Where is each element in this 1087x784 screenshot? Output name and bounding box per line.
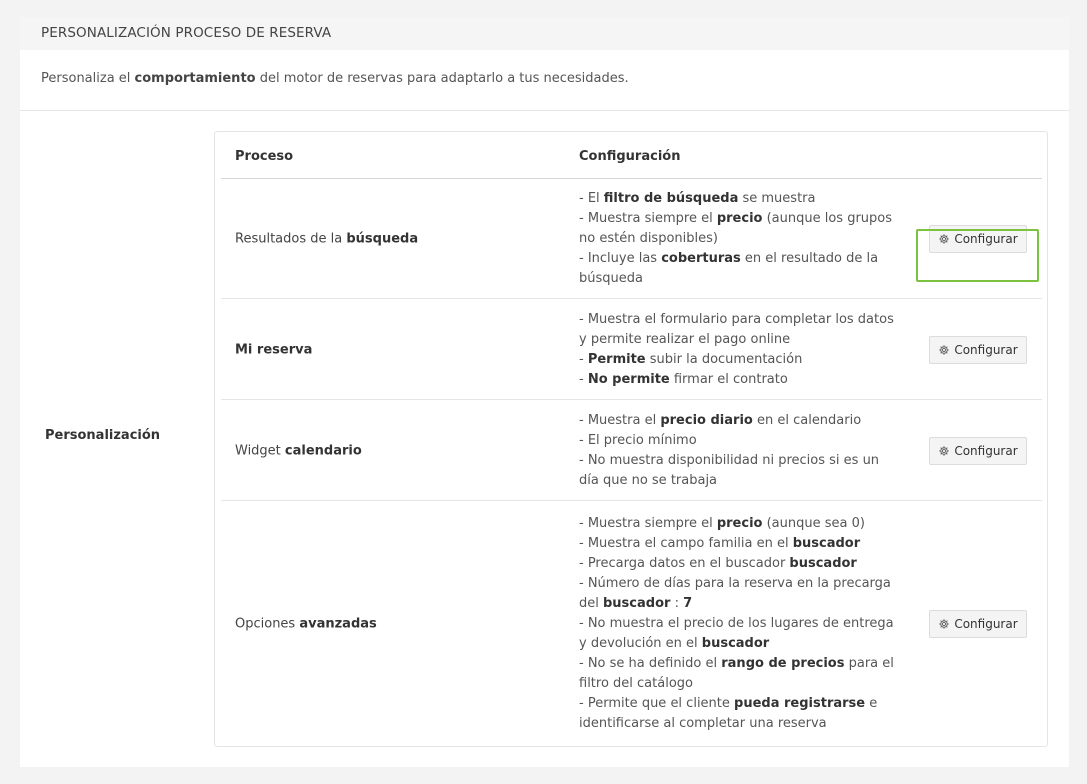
- text: para el: [844, 656, 894, 671]
- text: - Número de días para la reserva en la precarga: [579, 576, 891, 591]
- description-prefix: Personaliza el: [41, 71, 135, 86]
- header-process: Proceso: [235, 149, 294, 164]
- bold-text: coberturas: [661, 251, 741, 266]
- text: - Precarga datos en el buscador: [579, 556, 790, 571]
- text: -: [579, 371, 588, 387]
- table-header: [221, 132, 1042, 179]
- configuration-line: [579, 209, 901, 229]
- bold-text: buscador: [701, 636, 770, 651]
- text: - No muestra disponibilidad ni precios si es un: [579, 452, 880, 468]
- gear-icon: [938, 445, 950, 457]
- process-name: [235, 342, 312, 357]
- text: día que no se trabaja: [579, 472, 718, 488]
- configuration-line: [579, 471, 901, 491]
- bold-text: avanzadas: [299, 616, 377, 632]
- text: e: [865, 696, 878, 711]
- text: - Muestra el: [579, 412, 661, 428]
- process-name: [235, 443, 362, 458]
- configure-button-label: Configurar: [954, 617, 1018, 631]
- table-row-search-results: [221, 179, 1042, 299]
- text: se muestra: [738, 191, 816, 206]
- configure-button-advanced-options[interactable]: [929, 610, 1027, 638]
- bold-text: precio: [716, 516, 763, 531]
- configuration-line: [579, 714, 901, 734]
- configuration-summary: [579, 310, 901, 390]
- text: -: [579, 351, 588, 367]
- bold-text: rango de precios: [721, 656, 845, 671]
- configuration-line: [579, 674, 901, 694]
- text: - Incluye las: [579, 251, 662, 266]
- configuration-line: [579, 229, 901, 249]
- configure-button-label: Configurar: [954, 342, 1018, 357]
- text: en el calendario: [752, 412, 862, 428]
- text: Widget: [235, 443, 285, 458]
- table-row-my-booking: [221, 299, 1042, 400]
- bold-text: 7: [683, 596, 693, 611]
- text: Opciones: [235, 616, 300, 632]
- configuration-line: [579, 694, 901, 714]
- process-name: [235, 617, 377, 632]
- configuration-summary: [579, 411, 901, 491]
- bold-text: precio: [716, 211, 763, 226]
- text: en el resultado de la: [740, 251, 879, 266]
- description-bold: comportamiento: [134, 71, 256, 86]
- bold-text: No permite: [587, 371, 670, 387]
- text: - Muestra siempre el: [579, 516, 717, 531]
- text: (aunque sea 0): [762, 516, 865, 531]
- description-suffix: del motor de reservas para adaptarlo a tus necesidades.: [255, 71, 629, 86]
- configure-button-my-booking[interactable]: [929, 336, 1027, 364]
- text: subir la documentación: [645, 351, 803, 367]
- configuration-line: [579, 554, 901, 574]
- text: no estén disponibles): [579, 231, 718, 246]
- text: filtro del catálogo: [579, 676, 693, 691]
- configure-button-search-results[interactable]: [929, 225, 1027, 253]
- configure-button-label: Configurar: [954, 232, 1018, 246]
- configuration-line: [579, 634, 901, 654]
- configuration-line: [579, 534, 901, 554]
- text: del: [579, 596, 603, 611]
- bold-text: buscador: [789, 556, 857, 571]
- bold-text: búsqueda: [346, 231, 419, 247]
- gear-icon: [938, 233, 950, 245]
- text: búsqueda: [579, 271, 643, 286]
- gear-icon: [938, 344, 950, 356]
- text: y permite realizar el pago online: [579, 331, 791, 347]
- configuration-summary: [579, 514, 901, 734]
- configuration-line: [579, 431, 901, 451]
- panel-description: [20, 50, 1069, 111]
- bold-text: Permite: [587, 351, 646, 367]
- bold-text: pueda registrarse: [734, 696, 866, 711]
- table-row-advanced-options: [221, 501, 1042, 747]
- configuration-line: [579, 654, 901, 674]
- table-row-calendar-widget: [221, 400, 1042, 501]
- text: - No muestra el precio de los lugares de entrega: [579, 616, 894, 631]
- configuration-line: [579, 411, 901, 431]
- configuration-summary: [579, 189, 901, 289]
- text: - Permite que el cliente: [579, 696, 735, 711]
- bold-text: buscador: [792, 536, 861, 551]
- text: y devolución en el: [579, 636, 702, 651]
- text: identificarse al completar una reserva: [579, 716, 827, 731]
- text: - El precio mínimo: [579, 432, 697, 448]
- bold-text: buscador: [603, 596, 671, 611]
- configuration-line: [579, 451, 901, 471]
- text: firmar el contrato: [669, 371, 788, 387]
- configuration-line: [579, 370, 901, 390]
- text: - El: [579, 191, 604, 206]
- text: :: [670, 596, 684, 611]
- bold-text: precio diario: [660, 412, 753, 428]
- header-configuration: Configuración: [579, 149, 681, 164]
- text: - No se ha definido el: [579, 656, 722, 671]
- bold-text: filtro de búsqueda: [603, 191, 739, 206]
- text: Resultados de la: [235, 231, 347, 247]
- configuration-line: [579, 189, 901, 209]
- configure-button-calendar-widget[interactable]: [929, 437, 1027, 465]
- configuration-line: [579, 574, 901, 594]
- bold-text: Mi reserva: [235, 342, 313, 357]
- section-label: Personalización: [45, 428, 161, 443]
- configure-button-label: Configurar: [954, 443, 1018, 458]
- configuration-line: [579, 310, 901, 330]
- text: - Muestra el campo familia en el: [579, 536, 793, 551]
- configuration-line: [579, 350, 901, 370]
- bold-text: calendario: [284, 443, 362, 458]
- configuration-line: [579, 269, 901, 289]
- panel-title: PERSONALIZACIÓN PROCESO DE RESERVA: [20, 17, 1069, 50]
- text: (aunque los grupos: [762, 211, 893, 226]
- configuration-line: [579, 594, 901, 614]
- configuration-line: [579, 249, 901, 269]
- text: - Muestra el formulario para completar los datos: [579, 311, 894, 327]
- configuration-line: [579, 330, 901, 350]
- customization-panel: [20, 17, 1069, 767]
- gear-icon: [938, 618, 950, 630]
- configuration-line: [579, 614, 901, 634]
- process-name: [235, 232, 418, 247]
- configuration-line: [579, 514, 901, 534]
- text: - Muestra siempre el: [579, 211, 717, 226]
- process-table: [214, 131, 1048, 747]
